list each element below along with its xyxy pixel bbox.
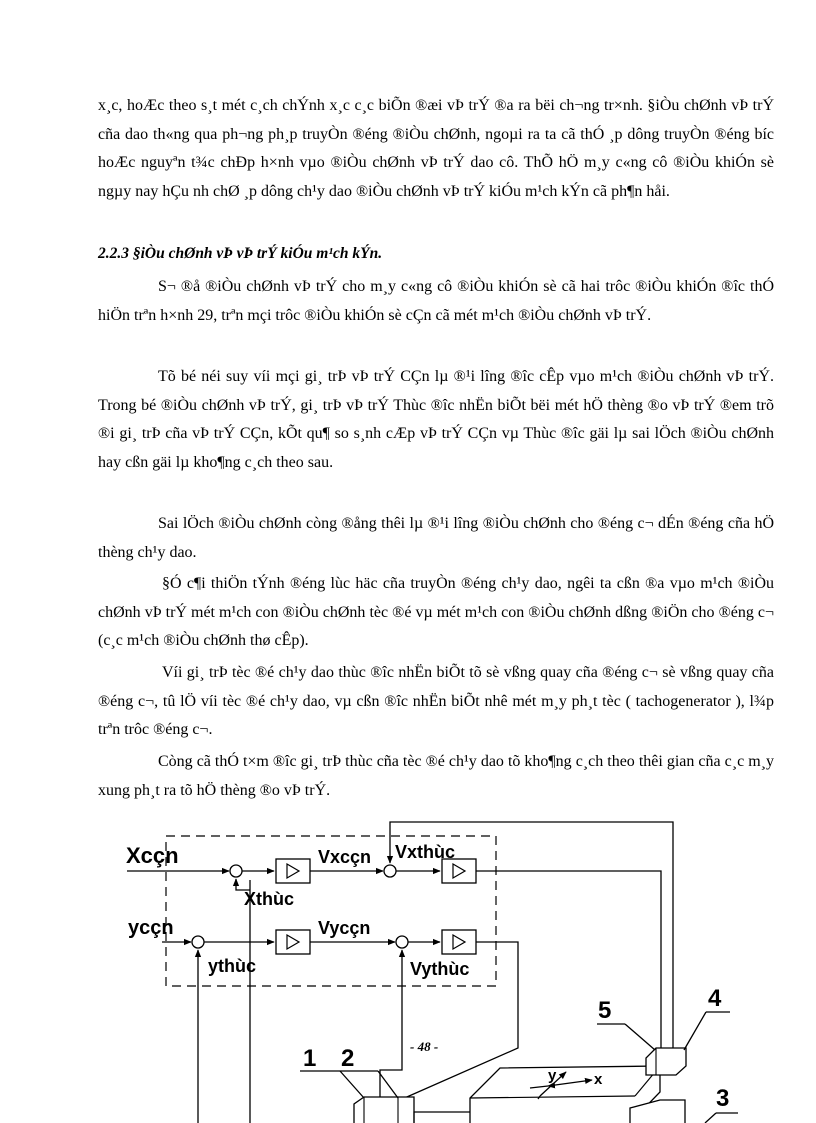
label-x-can: Xcçn [126,843,179,868]
paragraph-scheme: S¬ ®å ®iÒu chØnh vÞ trÝ cho m¸y c«ng cô ®iÒu khiÓn sè cã hai trôc ®iÒu khiÓn ®îc thÓ hiÖn trªn h×nh 29, trªn mçi trôc ®iÒu khiÓn sè cÇn cã mét m¹ch ®iÒu chØnh vÞ trÝ. [98,278,774,324]
motor-y [354,1097,414,1123]
label-x-thuc: Xthùc [244,889,295,909]
label-v-ycan: Vycçn [318,918,371,938]
summing-junction-y [192,936,204,948]
label-v-ythuc: Vythùc [410,959,470,979]
paragraph-intro: x¸c, hoÆc theo s¸t mét c¸ch chÝnh x¸c c¸c biÕn ®æi vÞ trÝ ®a ra bëi ch¬ng tr×nh. §iÒu chØnh vÞ trÝ cña dao th«ng qua ph¬ng ph¸p truyÒn ®éng ®iÒu chØnh, ngoµi ra ta cã thÓ ¸p dông truyÒn ®éng bíc hoÆc nguyªn t¾c chÐp h×nh vµo ®iÒu chØnh vÞ trÝ dao cô. ThÕ hÖ m¸y c«ng cô ®iÒu khiÓn sè ngµy nay hÇu nh chØ ¸p dông ch¹y dao ®iÒu chØnh vÞ trÝ kiÓu m¹ch kÝn cã ph¶n håi. [98,97,774,200]
summing-junction-vx [384,865,396,877]
amplifier-block-y1 [276,930,310,954]
paragraph-error-signal: Sai lÖch ®iÒu chØnh còng ®ång thêi lµ ®¹i lîng ®iÒu chØnh cho ®éng c¬ dÉn ®éng cña hÖ thèng ch¹y dao. [98,515,774,561]
label-y-can: ycçn [128,917,174,939]
part-number-3: 3 [716,1085,730,1112]
paragraph-speed-feedback: Víi gi¸ trÞ tèc ®é ch¹y dao thùc ®îc nhËn biÕt tõ sè vßng quay cña ®éng c¬ sè vßng quay cña ®éng c¬, tû lÖ víi tèc ®é ch¹y dao, vµ cßn ®îc nhËn biÕt nhê mét m¸y ph¸t tèc ( tachogenerator ), l¾p trªn trôc ®éng c¬. [98,664,774,738]
amplifier-block-y2 [442,930,476,954]
part-number-5: 5 [598,997,612,1024]
summing-junction-x [230,865,242,877]
label-v-xcan: Vxcçn [318,847,372,867]
summing-junction-vy [396,936,408,948]
label-axis-x: x [594,1071,603,1088]
label-v-xthuc: Vxthùc [395,842,456,862]
part-number-4: 4 [708,985,722,1012]
part-number-2: 2 [341,1045,355,1072]
amplifier-block-x1 [276,859,310,883]
label-axis-y: y [548,1067,557,1084]
paragraph-pulse-measure: Còng cã thÓ t×m ®îc gi¸ trÞ thùc cña tèc ®é ch¹y dao tõ kho¶ng c¸ch theo thêi gian cña c¸c m¸y xung ph¸t ra tõ hÖ thèng ®o vÞ trÝ. [98,753,774,799]
label-y-thuc: ythùc [208,956,257,976]
section-heading: 2.2.3 §iÒu chØnh vÞ vÞ trÝ kiÓu m¹ch kÝn. [98,245,383,262]
motor-x [646,1048,686,1075]
part-number-1: 1 [303,1045,317,1072]
page-number: - 48 - [410,1039,439,1054]
paragraph-dynamics: §Ó c¶i thiÖn tÝnh ®éng lùc häc cña truyÒn ®éng ch¹y dao, ngêi ta cßn ®a vµo m¹ch ®iÒu chØnh vÞ trÝ mét m¹ch con ®iÒu chØnh tèc ®é vµ mét m¹ch con ®iÒu chØnh dßng ®iÖn cho ®éng c¬ (c¸c m¹ch ®iÒu chØnh thø cÊp). [98,575,774,649]
paragraph-interpolator: Tõ bé néi suy víi mçi gi¸ trÞ vÞ trÝ CÇn lµ ®¹i lîng ®îc cÊp vµo m¹ch ®iÒu chØnh vÞ trÝ. Trong bé ®iÒu chØnh vÞ trÝ, gi¸ trÞ vÞ trÝ Thùc ®îc nhËn biÕt bëi mét hÖ thèng ®o vÞ trÝ ®em trõ ®i gi¸ trÞ cña vÞ trÝ CÇn, kÕt qu¶ so s¸nh cÆp vÞ trÝ CÇn vµ Thùc ®îc gäi lµ sai lÖch ®iÒu chØnh hay cßn gäi lµ kho¶ng c¸ch theo sau. [98,368,774,471]
amplifier-block-x2 [442,859,476,883]
